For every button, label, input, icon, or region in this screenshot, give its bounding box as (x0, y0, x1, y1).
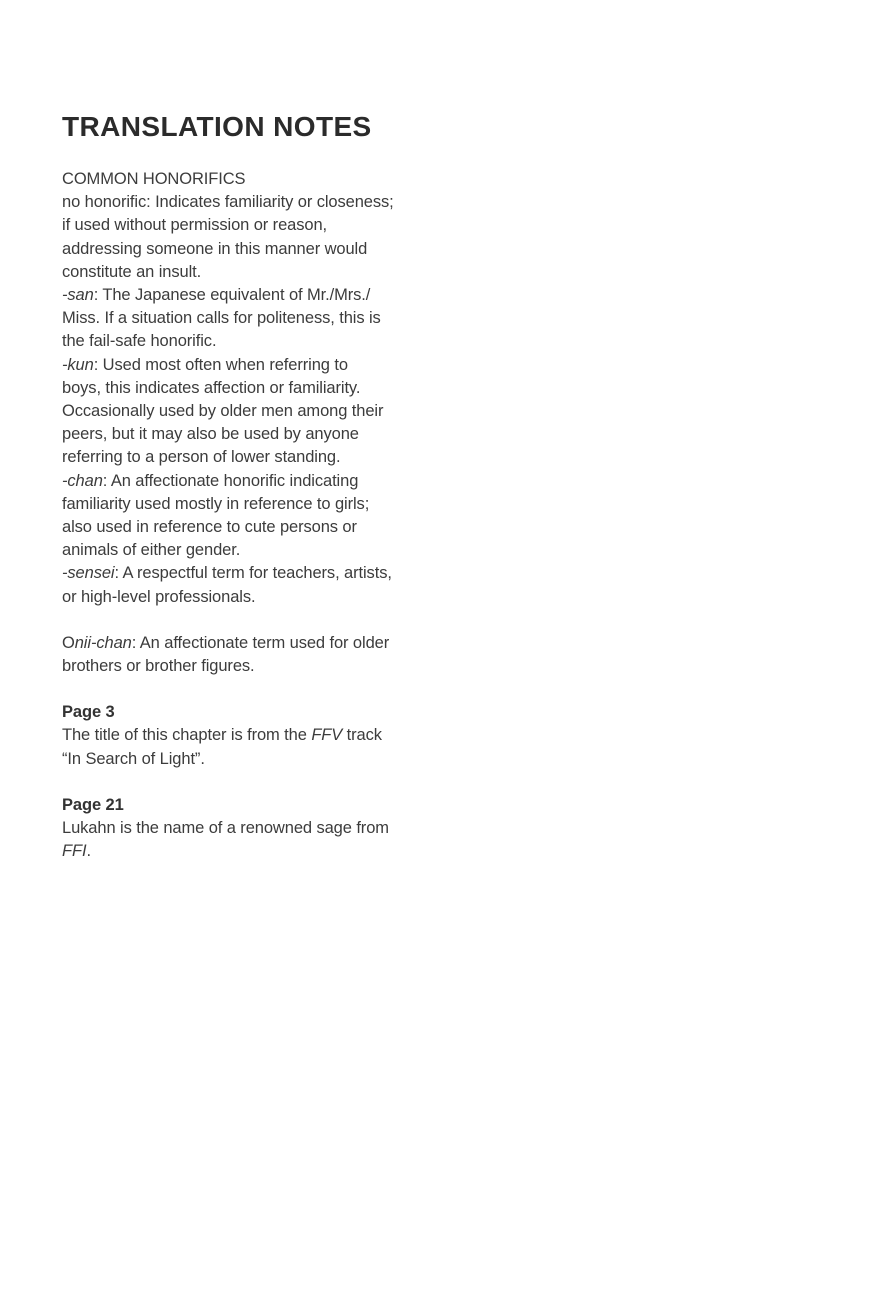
text-line (62, 400, 422, 423)
text-segment: or high-level professionals. (62, 587, 256, 606)
text-line (62, 724, 422, 747)
text-segment: : An affectionate term used for older (131, 633, 390, 652)
text-segment: if used without permission or reason, (62, 216, 328, 235)
notes-body (62, 168, 422, 863)
text-block-common-honorifics (62, 168, 422, 609)
text-line (62, 238, 422, 261)
text-segment: Page 21 (62, 795, 124, 814)
text-line (62, 586, 422, 609)
text-segment: FFI (62, 842, 87, 861)
text-line (62, 261, 422, 284)
text-line (62, 701, 422, 724)
text-segment: Occasionally used by older men among their (62, 402, 384, 421)
text-segment: referring to a person of lower standing. (62, 448, 341, 467)
text-segment: : Used most often when referring to (93, 355, 348, 374)
text-segment: constitute an insult. (62, 262, 202, 281)
text-line (62, 493, 422, 516)
text-line (62, 748, 422, 771)
text-segment: -sensei (62, 564, 115, 583)
text-line (62, 470, 422, 493)
text-line (62, 562, 422, 585)
text-line (62, 191, 422, 214)
text-segment: -kun (62, 355, 94, 374)
text-segment: : A respectful term for teachers, artists, (114, 564, 392, 583)
text-segment: boys, this indicates affection or familiarity. (62, 378, 361, 397)
text-segment: O (62, 633, 75, 652)
text-line (62, 168, 422, 191)
text-segment: -san (62, 286, 94, 305)
text-line (62, 817, 422, 840)
text-line (62, 794, 422, 817)
text-line (62, 354, 422, 377)
text-segment: “In Search of Light”. (62, 749, 205, 768)
text-segment: : The Japanese equivalent of Mr./Mrs./ (93, 286, 371, 305)
text-segment: no honorific: Indicates familiarity or closeness; (62, 193, 394, 212)
text-segment: addressing someone in this manner would (62, 239, 368, 258)
page-title: TRANSLATION NOTES (62, 111, 372, 142)
text-line (62, 632, 422, 655)
text-segment: track (342, 726, 382, 745)
text-line (62, 539, 422, 562)
text-segment: Page 3 (62, 703, 115, 722)
text-segment: the fail-safe honorific. (62, 332, 217, 351)
text-line (62, 840, 422, 863)
text-segment: FFV (311, 726, 343, 745)
text-segment: The title of this chapter is from the (62, 726, 312, 745)
text-segment: familiarity used mostly in reference to girls; (62, 494, 370, 513)
text-segment: . (86, 842, 91, 861)
text-segment: Miss. If a situation calls for politeness, this is (62, 309, 381, 328)
text-block-onii-chan-note (62, 632, 422, 678)
text-segment: : An affectionate honorific indicating (102, 471, 359, 490)
text-line (62, 284, 422, 307)
text-segment: -chan (62, 471, 103, 490)
text-line (62, 377, 422, 400)
text-block-page-3-note (62, 701, 422, 771)
text-line (62, 423, 422, 446)
text-line (62, 307, 422, 330)
text-line (62, 655, 422, 678)
text-segment: animals of either gender. (62, 541, 241, 560)
text-line (62, 446, 422, 469)
text-line (62, 330, 422, 353)
text-line (62, 214, 422, 237)
text-segment: brothers or brother figures. (62, 657, 255, 676)
text-block-page-21-note (62, 794, 422, 864)
text-segment: nii-chan (74, 633, 132, 652)
text-line (62, 516, 422, 539)
text-segment: Lukahn is the name of a renowned sage from (62, 819, 389, 838)
text-segment: COMMON HONORIFICS (62, 170, 246, 188)
text-segment: peers, but it may also be used by anyone (62, 425, 359, 444)
text-segment: also used in reference to cute persons or (62, 518, 357, 537)
